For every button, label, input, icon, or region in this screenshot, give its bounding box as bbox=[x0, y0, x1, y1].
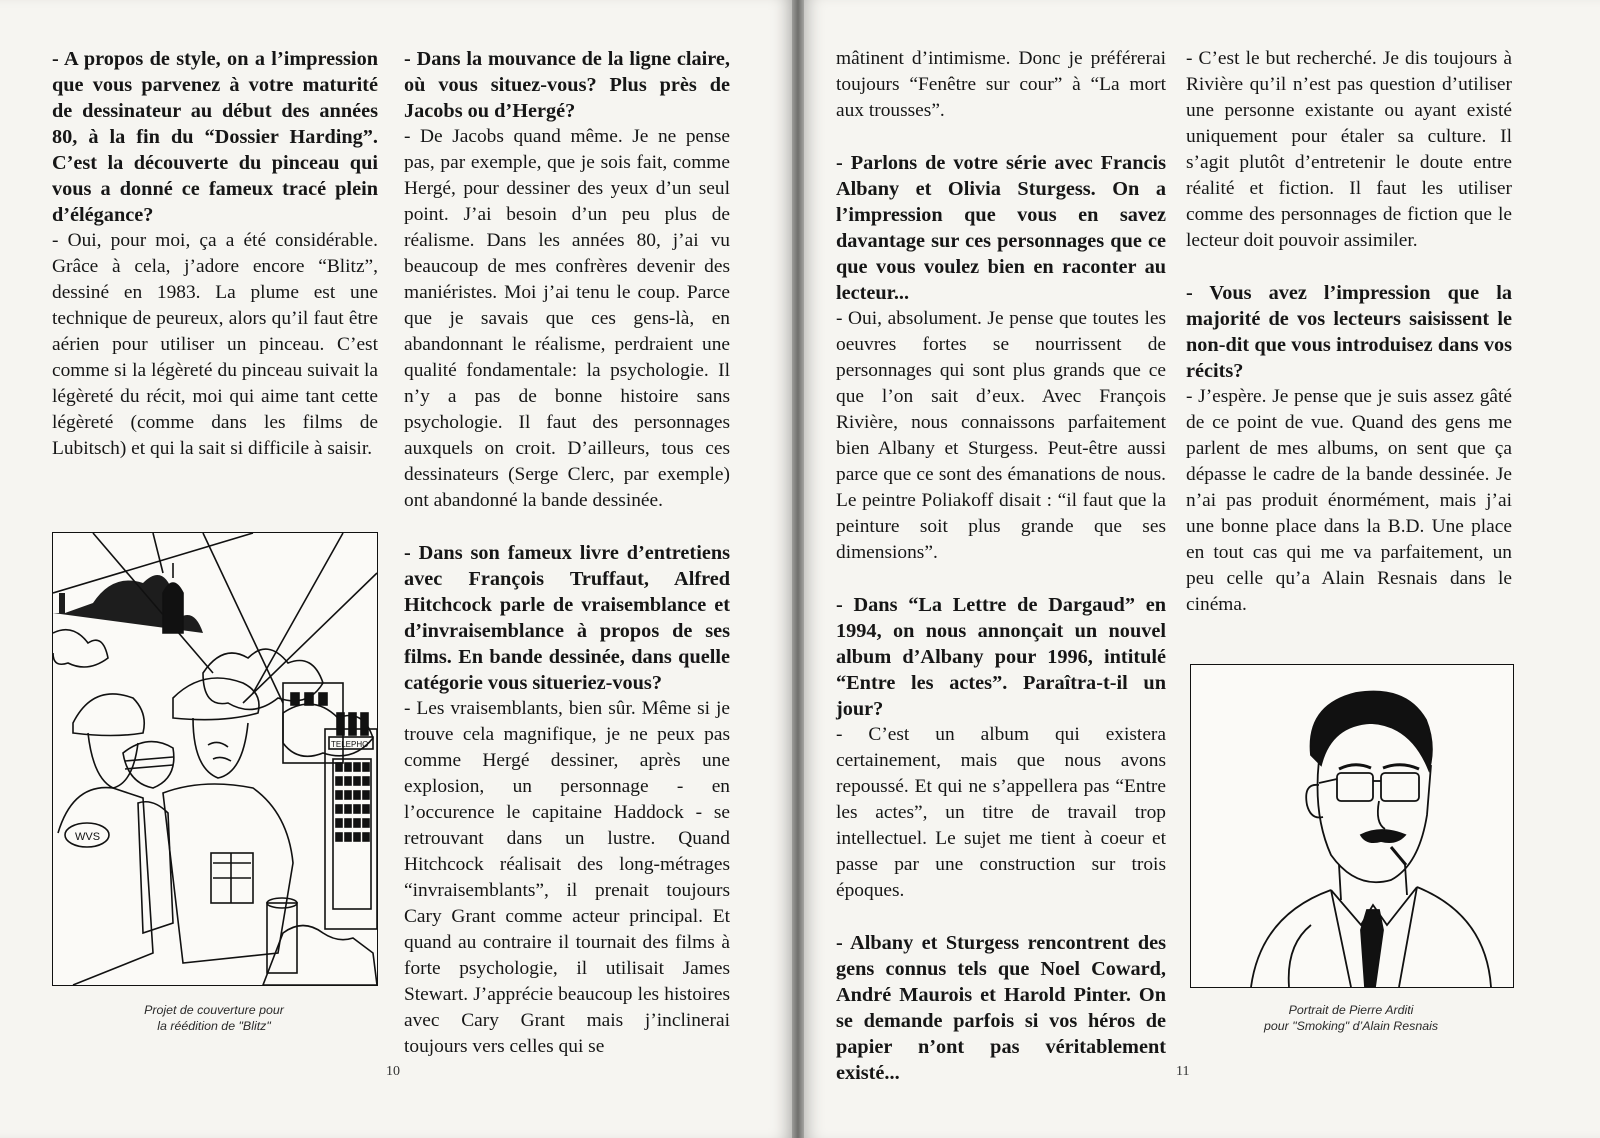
left-column-1 bbox=[52, 46, 378, 462]
answer-albany-sturgess: - Oui, absolument. Je pense que toutes les oeuvres fortes se nourrissent de personnages qui sont plus grands que ce que l’on sait d’eux. Avec François Rivière, nous connaissons parfaitement bien Albany et Sturgess. Peut-être aussi parce que ce sont des émanations de nous. Le peintre Poliakoff disait : “il faut que la peinture soit plus grande que ses dimensions”. bbox=[836, 308, 1166, 563]
answer-continued: mâtinent d’intimisme. Donc je préférerai toujours “Fenêtre sur cour” à “La mort aux trousses”. bbox=[836, 48, 1166, 121]
arditi-portrait bbox=[1190, 664, 1514, 988]
left-page bbox=[0, 0, 792, 1138]
page-number-right: 11 bbox=[1176, 1064, 1190, 1079]
paragraph-gap bbox=[836, 566, 1166, 592]
blitz-caption-line-1: Projet de couverture pour bbox=[144, 1003, 284, 1017]
page-number-left: 10 bbox=[386, 1064, 400, 1079]
telephone-sign: TELEPHO bbox=[331, 740, 369, 749]
blitz-caption-line-2: la réédition de "Blitz" bbox=[157, 1019, 271, 1033]
blitz-drawing bbox=[53, 533, 377, 985]
portrait-drawing bbox=[1191, 665, 1513, 987]
question-gens-connus: - Albany et Sturgess rencontrent des gens connus tels que Noel Coward, André Maurois et Harold Pinter. On se demande parfois si vos héros de papier n’ont pas véritablement existé... bbox=[836, 932, 1166, 1084]
answer-but-recherche: - C’est le but recherché. Je dis toujours à Rivière qu’il n’est pas question d’utiliser une personne existante ou ayant existé uniquement pour étaler sa culture. Il s’agit plutôt d’entretenir le doute entre réalité et fiction. Il faut les utiliser comme des personnages de fiction que le lecteur doit pouvoir assimiler. bbox=[1186, 48, 1512, 251]
answer-entre-les-actes: - C’est un album qui existera certainement, mais que nous avons repoussé. Et qui ne s’appellera pas “Entre les actes”, un titre de travail trop intellectuel. Le sujet me tient à coeur et passe par une construction sur trois époques. bbox=[836, 724, 1166, 901]
blitz-illustration bbox=[52, 532, 378, 986]
paragraph-gap bbox=[836, 124, 1166, 150]
left-column-2 bbox=[404, 46, 730, 1060]
arditi-caption bbox=[1190, 1002, 1512, 1034]
answer-vraisemblance: - Les vraisemblants, bien sûr. Même si je trouve cela magnifique, je ne peux pas comme Hergé dessiner, après une explosion, un personnage - en l’occurence le capitaine Haddock - se retrouvant dans un lustre. Quand Hitchcock réalisait des long-métrages “invraisemblants”, il prenait toujours Cary Grant comme acteur principal. Et quand au contraire il tournait des films à forte psychologie, il utilisait James Stewart. J’apprécie beaucoup les histoires avec Cary Grant mais j’inclinerai toujours vers celles qui se bbox=[404, 698, 730, 1057]
right-page bbox=[804, 0, 1600, 1138]
paragraph-gap bbox=[404, 514, 730, 540]
question-vraisemblance: - Dans son fameux livre d’entretiens avec François Truffaut, Alfred Hitchcock parle de vraisemblance et d’invraisemblance à propos de ses films. En bande dessinée, dans quelle catégorie vous situeriez-vous? bbox=[404, 542, 730, 694]
wvs-sign: WVS bbox=[75, 831, 101, 843]
arditi-caption-line-2: pour "Smoking" d’Alain Resnais bbox=[1263, 1019, 1439, 1033]
answer-ligne-claire: - De Jacobs quand même. Je ne pense pas, par exemple, que je sois fait, comme Hergé, pour dessiner des yeux d’un seul point. J’ai besoin d’un peu plus de réalisme. Dans les années 80, j’ai vu beaucoup de mes confrères devenir des maniéristes. Moi j’ai tenu le coup. Parce que je savais que ces gens-là, en abandonnant le réalisme, perdraient une qualité fondamentale: la psychologie. Il n’y a pas de bonne histoire sans psychologie. Il faut des personnages auxquels on croit. D’ailleurs, tous ces dessinateurs (Serge Clerc, par exemple) ont abandonné la bande dessinée. bbox=[404, 126, 730, 511]
answer-style: - Oui, pour moi, ça a été considérable. Grâce à cela, j’adore encore “Blitz”, dessiné en 1983. La plume est une technique de peureux, alors qu’il faut être aérien pour utiliser un pinceau. C’est comme si la légèreté du pinceau suivait la légèreté du récit, moi qui aime tant cette légèreté (comme dans les films de Lubitsch) et qui la sait si difficile à saisir. bbox=[52, 230, 378, 459]
right-column-1 bbox=[836, 46, 1166, 1086]
question-non-dit: - Vous avez l’impression que la majorité de vos lecteurs saisissent le non-dit que vous introduisez dans vos récits? bbox=[1186, 282, 1512, 382]
book-gutter bbox=[792, 0, 804, 1138]
question-style: - A propos de style, on a l’impression que vous parvenez à votre maturité de dessinateur au début des années 80, à la fin du “Dossier Harding”. C’est la découverte du pinceau qui vous a donné ce fameux tracé plein d’élégance? bbox=[52, 48, 378, 226]
arditi-caption-line-1: Portrait de Pierre Arditi bbox=[1288, 1003, 1414, 1017]
blitz-caption bbox=[52, 1002, 376, 1034]
question-ligne-claire: - Dans la mouvance de la ligne claire, où vous situez-vous? Plus près de Jacobs ou d’Hergé? bbox=[404, 48, 730, 122]
paragraph-gap bbox=[836, 904, 1166, 930]
paragraph-gap bbox=[1186, 254, 1512, 280]
right-column-2 bbox=[1186, 46, 1512, 618]
answer-non-dit: - J’espère. Je pense que je suis assez gâté de ce point de vue. Quand des gens me parlent de mes albums, on sent que ça dépasse le cadre de la bande dessinée. Je n’ai pas produit énormément, mais j’ai une bonne place dans la B.D. Une place en tout cas qui me va parfaitement, un peu celle qu’a Alain Resnais dans le cinéma. bbox=[1186, 386, 1512, 615]
question-entre-les-actes: - Dans “La Lettre de Dargaud” en 1994, on nous annonçait un nouvel album d’Albany pour 1996, intitulé “Entre les actes”. Paraîtra-t-il un jour? bbox=[836, 594, 1166, 720]
question-albany-sturgess: - Parlons de votre série avec Francis Albany et Olivia Sturgess. On a l’impression que vous en savez davantage sur ces personnages que ce que vous voulez bien en raconter au lecteur... bbox=[836, 152, 1166, 304]
